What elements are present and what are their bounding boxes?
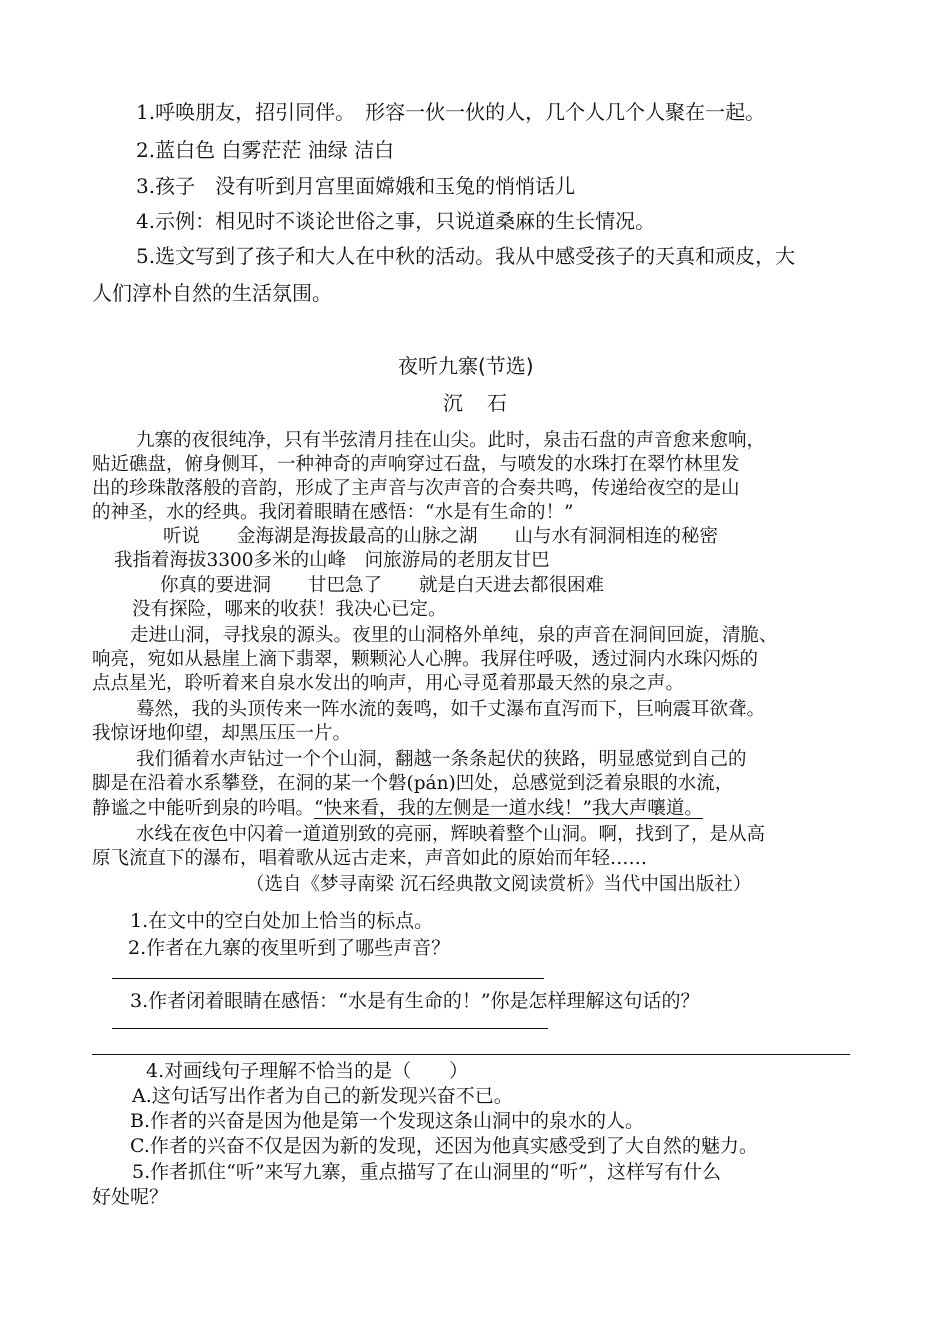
article-p7-line-3 [92, 800, 703, 819]
article-p2-line-1: 听说 金海湖是海拔最高的山脉之湖 山与水有洞洞相连的秘密 [163, 526, 719, 547]
article-p8-line-1: 水线在夜色中闪着一道道别致的亮丽，辉映着整个山洞。啊，找到了，是从高 [136, 824, 766, 845]
article-p8-line-2: 原飞流直下的瀑布，唱着歌从远古走来，声音如此的原始而年轻…… [92, 848, 648, 869]
article-p2-line-2: 我指着海拔3300多米的山峰 问旅游局的老朋友甘巴 [114, 550, 550, 571]
question-4: 4.对画线句子理解不恰当的是（ ） [146, 1060, 469, 1082]
article-p7-line-3-text: 静谧之中能听到泉的吟唱。 [92, 798, 315, 819]
answer-1: 1.呼唤朋友，招引同伴。 形容一伙一伙的人，几个人几个人聚在一起。 [136, 100, 766, 124]
answer-3: 3.孩子 没有听到月宫里面嫦娥和玉兔的悄悄话儿 [136, 174, 576, 198]
article-p1-line-3: 出的珍珠散落般的音韵，形成了主声音与次声音的合奏共鸣，传递给夜空的是山 [92, 478, 740, 499]
answer-line-q3-b[interactable] [92, 1054, 850, 1055]
answer-5-line-2: 人们淳朴自然的生活氛围。 [92, 281, 332, 305]
article-title: 夜听九寨(节选) [398, 354, 534, 378]
article-p3: 你真的要进洞 甘巴急了 就是白天进去都很困难 [160, 575, 605, 596]
question-4-option-c: C.作者的兴奋不仅是因为新的发现，还因为他真实感受到了大自然的魅力。 [130, 1135, 758, 1157]
article-p4: 没有探险，哪来的收获！我决心已定。 [132, 599, 447, 620]
answer-2: 2.蓝白色 白雾茫茫 油绿 洁白 [136, 138, 395, 162]
question-3: 3.作者闭着眼睛在感悟：“水是有生命的！”你是怎样理解这句话的？ [130, 990, 700, 1012]
question-5-line-1: 5.作者抓住“听”来写九寨，重点描写了在山洞里的“听”，这样写有什么 [132, 1161, 721, 1183]
article-p6-line-2: 我惊讶地仰望，却黑压压一片。 [92, 723, 352, 744]
answer-4: 4.示例：相见时不谈论世俗之事，只说道桑麻的生长情况。 [136, 209, 656, 233]
answer-5-line-1: 5.选文写到了孩子和大人在中秋的活动。我从中感受孩子的天真和顽皮，大 [136, 244, 796, 268]
article-p1-line-1: 九寨的夜很纯净，只有半弦清月挂在山尖。此时，泉击石盘的声音愈来愈响， [136, 430, 766, 451]
article-p1-line-4: 的神圣，水的经典。我闭着眼睛在感悟：“水是有生命的！” [92, 502, 574, 523]
article-p5-line-2: 响亮，宛如从悬崖上滴下翡翠，颗颗沁人心脾。我屏住呼吸，透过洞内水珠闪烁的 [92, 649, 759, 670]
question-1: 1.在文中的空白处加上恰当的标点。 [130, 910, 434, 932]
underlined-sentence: “快来看，我的左侧是一道水线！”我大声嚷道。 [314, 798, 703, 819]
article-p7-line-2: 脚是在沿着水系攀登，在洞的某一个磐(pán)凹处，总感觉到泛着泉眼的水流， [92, 773, 734, 794]
article-p5-line-1: 走进山洞，寻找泉的源头。夜里的山洞格外单纯，泉的声音在洞间回旋，清脆、 [130, 625, 778, 646]
answer-line-q2[interactable] [112, 978, 544, 979]
article-p6-line-1: 蓦然，我的头顶传来一阵水流的轰鸣，如千丈瀑布直泻而下，巨响震耳欲聋。 [136, 699, 766, 720]
question-4-option-b: B.作者的兴奋是因为他是第一个发现这条山洞中的泉水的人。 [130, 1110, 645, 1132]
answer-line-q3-a[interactable] [112, 1028, 548, 1029]
question-5-line-2: 好处呢？ [92, 1186, 169, 1208]
article-author: 沉 石 [443, 391, 509, 415]
article-source: （选自《梦寻南梁 沉石经典散文阅读赏析》当代中国出版社） [246, 874, 752, 895]
question-4-option-a: A.这句话写出作者为自己的新发现兴奋不已。 [132, 1085, 513, 1107]
article-p5-line-3: 点点星光，聆听着来自泉水发出的响声，用心寻觅着那最天然的泉之声。 [92, 673, 685, 694]
article-p1-line-2: 贴近礁盘，俯身侧耳，一种神奇的声响穿过石盘，与喷发的水珠打在翠竹林里发 [92, 454, 740, 475]
article-p7-line-1: 我们循着水声钻过一个个山洞，翻越一条条起伏的狭路，明显感觉到自己的 [136, 749, 747, 770]
question-2: 2.作者在九寨的夜里听到了哪些声音？ [128, 937, 451, 959]
